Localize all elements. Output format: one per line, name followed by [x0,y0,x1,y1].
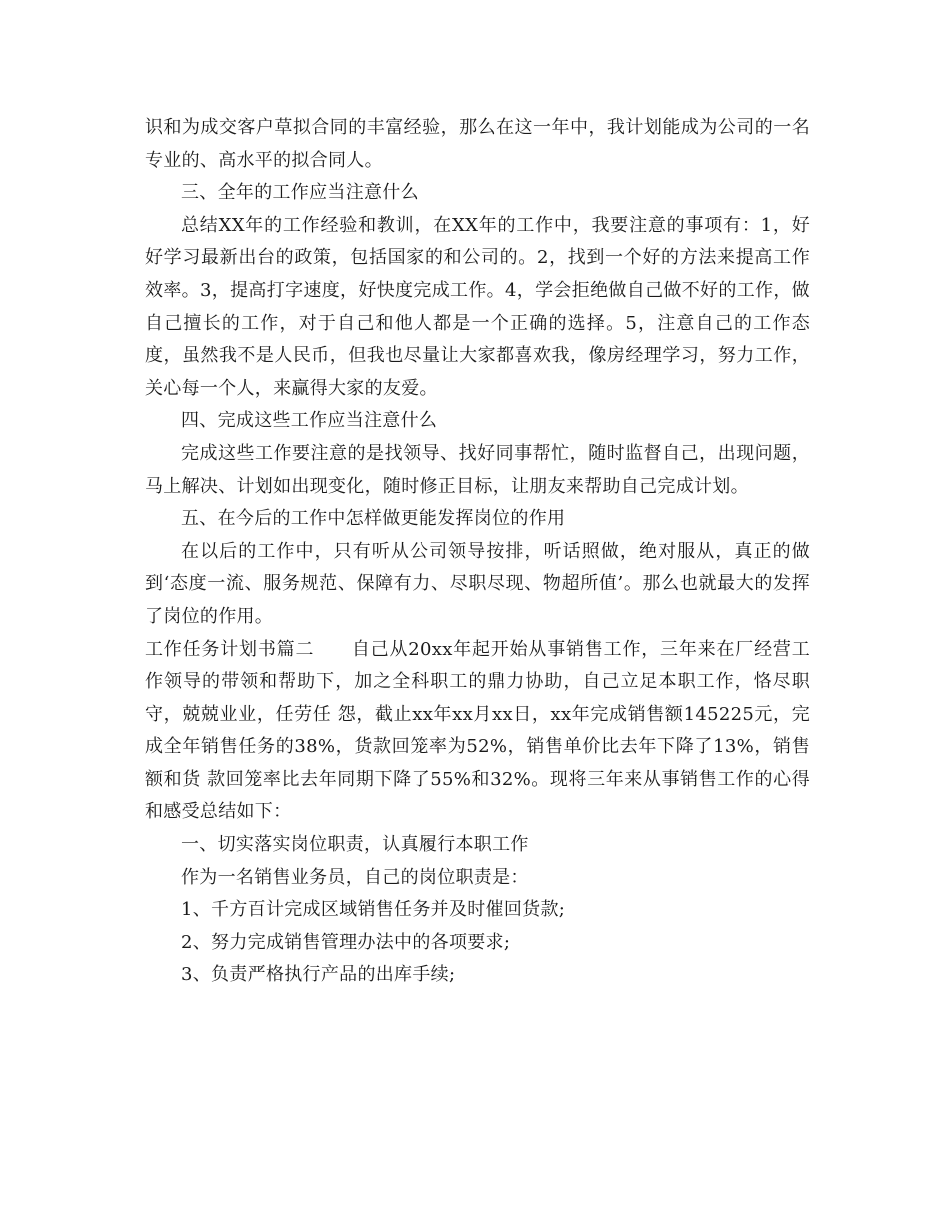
paragraph: 总结XX年的工作经验和教训，在XX年的工作中，我要注意的事项有：1，好好学习最新出台的政策，包括国家的和公司的。2，找到一个好的方法来提高工作效率。3，提高打字速度，好快度完成工作。4，学会拒绝做自己做不好的工作，做自己擅长的工作，对于自己和他人都是一个正确的选择。5，注意自己的工作态度，虽然我不是人民币，但我也尽量让大家都喜欢我，像房经理学习，努力工作，关心每一个人，来赢得大家的友爱。 [145,214,810,399]
paragraph: 完成这些工作要注意的是找领导、找好同事帮忙，随时监督自己，出现问题，马上解决、计划如出现变化，随时修正目标，让朋友来帮助自己完成计划。 [145,442,810,497]
section-heading: 五、在今后的工作中怎样做更能发挥岗位的作用 [181,508,566,530]
section-heading: 四、完成这些工作应当注意什么 [181,410,438,432]
list-item: 1、千方百计完成区域销售任务并及时催回货款; [181,899,566,921]
paragraph: 作为一名销售业务员，自己的岗位职责是： [181,866,529,888]
section-heading: 三、全年的工作应当注意什么 [181,182,419,204]
document-body [145,112,810,992]
list-item: 3、负责严格执行产品的出库手续; [181,964,456,986]
section-heading: 一、切实落实岗位职责，认真履行本职工作 [181,834,529,856]
paragraph: 在以后的工作中，只有听从公司领导按排，听话照做，绝对服从，真正的做到‘态度一流、服务规范、保障有力、尽职尽现、物超所值’。那么也就最大的发挥了岗位的作用。 [145,540,810,627]
list-item: 2、努力完成销售管理办法中的各项要求; [181,931,511,953]
paragraph: 识和为成交客户草拟合同的丰富经验，那么在这一年中，我计划能成为公司的一名专业的、高水平的拟合同人。 [145,117,810,171]
paragraph: 工作任务计划书篇二 自己从20xx年起开始从事销售工作，三年来在厂经营工作领导的带领和帮助下，加之全科职工的鼎力协助，自己立足本职工作，恪尽职守，兢兢业业，任劳任 怨，截止xx年xx月xx日，xx年完成销售额145225元，完成全年销售任务的38%，货款回笼率为52%，销售单价比去年下降了13%，销售额和货 款回笼率比去年同期下降了55%和32%。现将三年来从事销售工作的心得和感受总结如下： [145,638,810,823]
